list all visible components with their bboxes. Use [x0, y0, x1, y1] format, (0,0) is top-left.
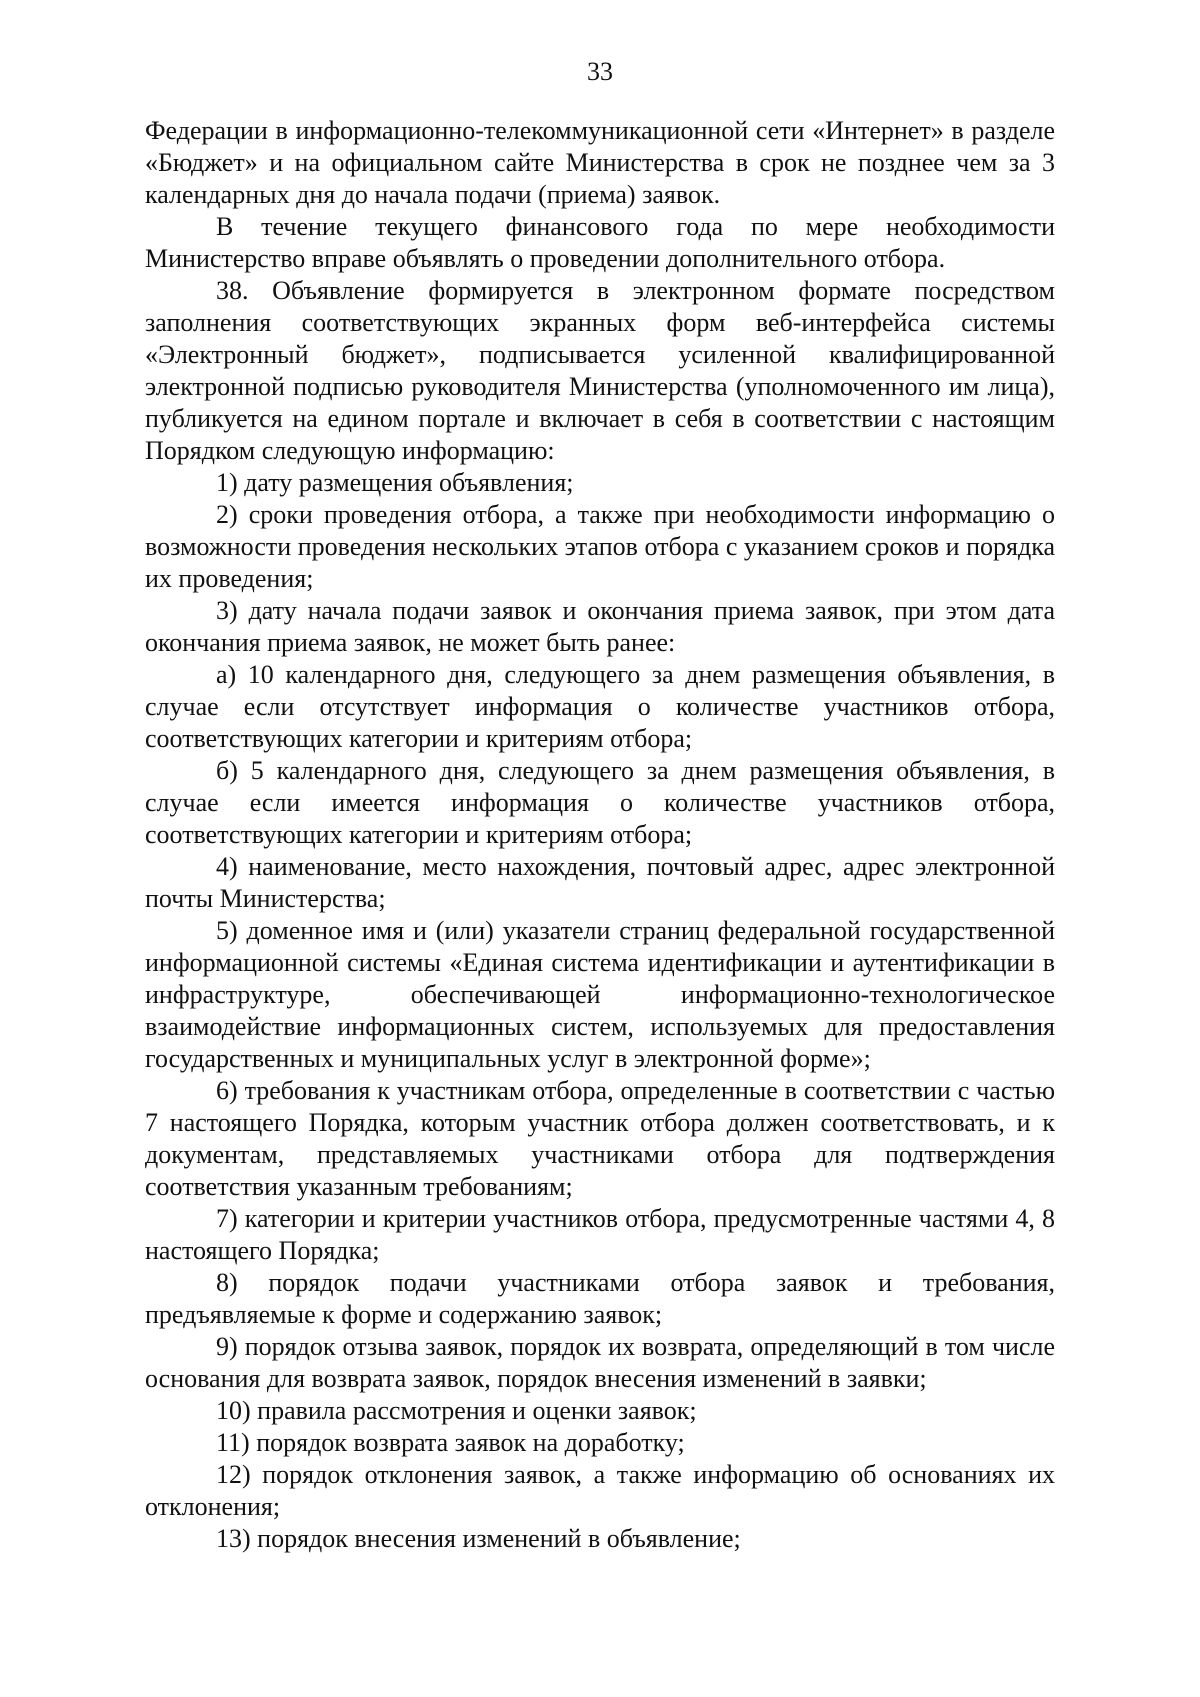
- list-item-10: 10) правила рассмотрения и оценки заявок;: [216, 1396, 697, 1425]
- list-item-2: 2) сроки проведения отбора, а также при необходимости информацию о возможности проведения нескольких этапов отбора с указанием сроков и порядка их проведения;: [145, 500, 1055, 593]
- list-item-7: 7) категории и критерии участников отбора, предусмотренные частями 4, 8 настоящего Порядка;: [145, 1204, 1055, 1265]
- list-item-1: 1) дату размещения объявления;: [216, 468, 574, 497]
- list-item-3b: б) 5 календарного дня, следующего за днем размещения объявления, в случае если имеется информация о количестве участников отбора, соответствующих категории и критериям отбора;: [145, 756, 1055, 849]
- list-item-3: 3) дату начала подачи заявок и окончания приема заявок, при этом дата окончания приема заявок, не может быть ранее:: [145, 596, 1055, 657]
- list-item-8: 8) порядок подачи участниками отбора заявок и требования, предъявляемые к форме и содержанию заявок;: [145, 1268, 1055, 1329]
- list-item-13: 13) порядок внесения изменений в объявление;: [216, 1524, 741, 1553]
- paragraph-continuation: Федерации в информационно-телекоммуникационной сети «Интернет» в разделе «Бюджет» и на официальном сайте Министерства в срок не позднее чем за 3 календарных дня до начала подачи (приема) заявок.: [145, 116, 1055, 209]
- paragraph-item-38: 38. Объявление формируется в электронном формате посредством заполнения соответствующих экранных форм веб-интерфейса системы «Электронный бюджет», подписывается усиленной квалифицированной электронной подписью руководителя Министерства (уполномоченного им лица), публикуется на едином портале и включает в себя в соответствии с настоящим Порядком следующую информацию:: [145, 276, 1055, 465]
- list-item-9: 9) порядок отзыва заявок, порядок их возврата, определяющий в том числе основания для возврата заявок, порядок внесения изменений в заявки;: [145, 1332, 1055, 1393]
- list-item-12: 12) порядок отклонения заявок, а также информацию об основаниях их отклонения;: [145, 1460, 1055, 1521]
- list-item-5: 5) доменное имя и (или) указатели страниц федеральной государственной информационной системы «Единая система идентификации и аутентификации в инфраструктуре, обеспечивающей информационно-технологическое взаимодействие информационных систем, используемых для предоставления государственных и муниципальных услуг в электронной форме»;: [145, 916, 1055, 1073]
- document-body: [145, 115, 1055, 1555]
- list-item-11: 11) порядок возврата заявок на доработку;: [216, 1428, 685, 1457]
- list-item-6: 6) требования к участникам отбора, определенные в соответствии с частью 7 настоящего Порядка, которым участник отбора должен соответствовать, и к документам, представляемых участниками отбора для подтверждения соответствия указанным требованиям;: [145, 1076, 1055, 1201]
- page-number: 33: [587, 57, 613, 86]
- list-item-3a: а) 10 календарного дня, следующего за днем размещения объявления, в случае если отсутствует информация о количестве участников отбора, соответствующих категории и критериям отбора;: [145, 660, 1055, 753]
- list-item-4: 4) наименование, место нахождения, почтовый адрес, адрес электронной почты Министерства;: [145, 852, 1055, 913]
- paragraph-additional-selection: В течение текущего финансового года по мере необходимости Министерство вправе объявлять о проведении дополнительного отбора.: [145, 212, 1055, 273]
